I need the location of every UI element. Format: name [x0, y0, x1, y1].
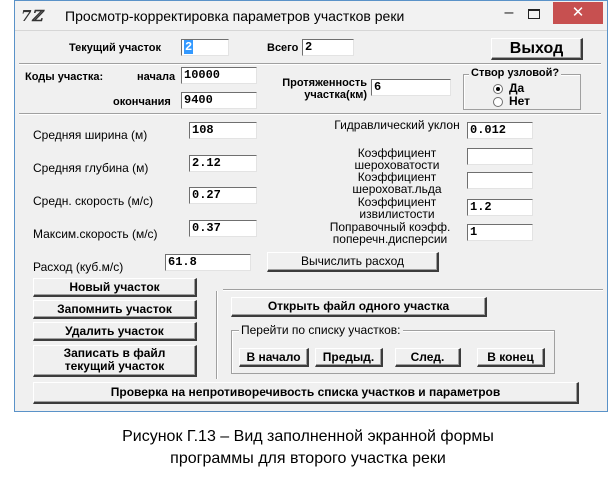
max-speed-field[interactable]: 0.37 — [189, 220, 257, 237]
speed-field[interactable]: 0.27 — [189, 187, 257, 204]
sinuosity-label: Коэффициент извилистости — [357, 195, 437, 221]
slope-field[interactable]: 0.012 — [467, 122, 533, 139]
nav-first-button[interactable]: В начало — [239, 348, 309, 367]
app-logo-icon: 7ℤ — [21, 7, 43, 25]
nodal-no-radio[interactable] — [493, 97, 503, 107]
title-bar[interactable] — [15, 1, 607, 31]
divider-vertical — [216, 291, 218, 379]
delete-section-button[interactable]: Удалить участок — [33, 322, 197, 341]
calc-flow-button[interactable]: Вычислить расход — [267, 252, 439, 272]
navigation-legend: Перейти по списку участков: — [241, 323, 401, 337]
code-end-label: окончания — [113, 96, 171, 108]
window-title: Просмотр-корректировка параметров участков реки — [65, 8, 405, 24]
code-start-field[interactable]: 10000 — [181, 67, 257, 84]
total-label: Всего — [267, 42, 299, 54]
total-field[interactable]: 2 — [302, 39, 354, 56]
nodal-yes-label[interactable]: Да — [509, 81, 525, 95]
width-field[interactable]: 108 — [189, 122, 257, 139]
figure-caption-line1: Рисунок Г.13 – Вид заполненной экранной формы — [122, 428, 494, 445]
divider-top — [19, 63, 601, 65]
dispersion-field[interactable]: 1 — [467, 224, 533, 241]
save-section-button[interactable]: Запомнить участок — [33, 300, 197, 319]
current-section-field[interactable]: 2 — [181, 39, 229, 56]
nodal-no-label[interactable]: Нет — [509, 94, 531, 108]
sinuosity-field[interactable]: 1.2 — [467, 199, 533, 216]
current-section-label: Текущий участок — [69, 42, 161, 54]
divider-right — [223, 289, 603, 291]
codes-title: Коды участка: — [25, 71, 104, 83]
open-file-button[interactable]: Открыть файл одного участка — [231, 297, 487, 317]
depth-label: Средняя глубина (м) — [33, 161, 149, 175]
minimize-icon[interactable]: – — [504, 4, 514, 21]
ice-roughness-field[interactable] — [467, 172, 533, 189]
roughness-label: Коэффициент шероховатости — [354, 146, 440, 172]
nodal-legend: Створ узловой? — [471, 67, 560, 79]
nodal-yes-radio[interactable] — [493, 84, 503, 94]
length-field[interactable]: 6 — [371, 79, 451, 96]
figure-caption-line2: программы для второго участка реки — [170, 450, 446, 467]
flow-field[interactable]: 61.8 — [165, 254, 251, 271]
depth-field[interactable]: 2.12 — [189, 155, 257, 172]
nav-prev-button[interactable]: Предыд. — [315, 348, 383, 367]
code-start-label: начала — [137, 71, 176, 83]
check-consistency-button[interactable]: Проверка на непротиворечивость списка участков и параметров — [33, 382, 579, 404]
nav-next-button[interactable]: След. — [395, 348, 461, 367]
max-speed-label: Максим.скорость (м/с) — [33, 227, 158, 241]
code-end-field[interactable]: 9400 — [181, 92, 257, 109]
length-label-line2: участка(км) — [304, 89, 367, 101]
length-label-line1: Протяженность — [282, 77, 367, 89]
dispersion-label: Поправочный коэфф. поперечн.дисперсии — [329, 220, 451, 246]
flow-label: Расход (куб.м/с) — [33, 260, 124, 274]
main-window — [14, 0, 608, 412]
write-file-button[interactable]: Записать в файл текущий участок — [33, 345, 197, 377]
slope-label: Гидравлический уклон — [334, 118, 460, 132]
roughness-field[interactable] — [467, 148, 533, 165]
divider-mid — [19, 113, 601, 115]
exit-button[interactable]: Выход — [491, 38, 583, 60]
ice-roughness-label: Коэффициент шероховат.льда — [352, 170, 442, 196]
width-label: Средняя ширина (м) — [33, 128, 148, 142]
new-section-button[interactable]: Новый участок — [33, 278, 197, 297]
close-icon[interactable]: ✕ — [553, 2, 603, 24]
maximize-icon[interactable] — [523, 7, 545, 23]
speed-label: Средн. скорость (м/с) — [33, 194, 154, 208]
nav-last-button[interactable]: В конец — [477, 348, 545, 367]
